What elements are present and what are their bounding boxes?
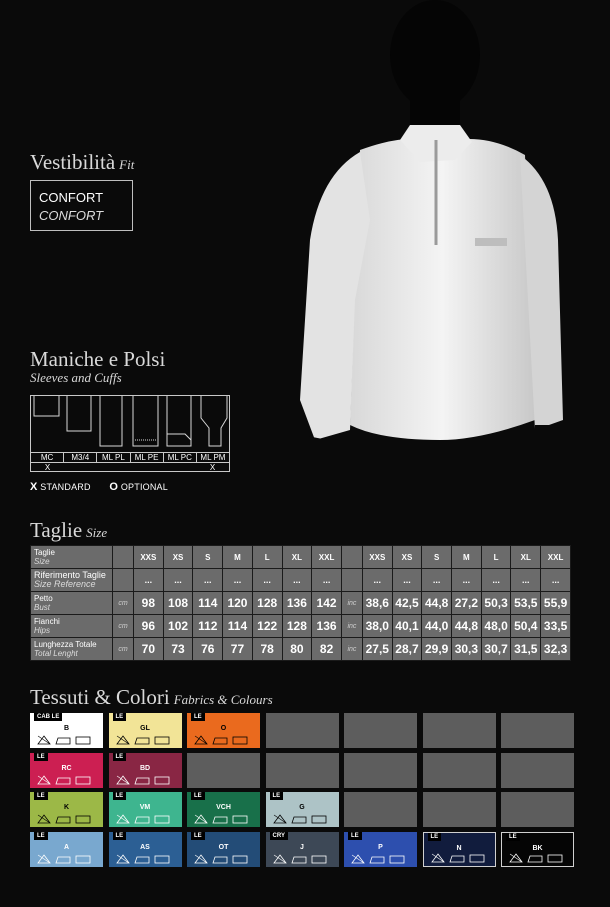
size-unit-cm: cm	[113, 615, 134, 638]
fabric-tag: CAB LE	[34, 713, 62, 721]
size-cell: XXS	[134, 546, 164, 569]
fabric-swatch[interactable]	[30, 753, 103, 788]
care-symbols-icon	[272, 854, 332, 864]
fabric-swatch-empty[interactable]	[344, 713, 417, 748]
size-cell: 142	[312, 592, 342, 615]
fabric-swatch-grid	[30, 713, 571, 867]
sleeve-mark	[64, 463, 97, 473]
fabric-tag: LE	[113, 832, 127, 840]
size-cell: 128	[282, 615, 312, 638]
size-cell: 136	[312, 615, 342, 638]
care-symbols-icon	[430, 853, 490, 863]
sleeve-mark	[130, 463, 163, 473]
size-cell: 136	[282, 592, 312, 615]
fabric-tag: LE	[34, 792, 48, 800]
fabric-code: N	[456, 844, 462, 852]
size-cell: 50,4	[511, 615, 541, 638]
fabric-swatch[interactable]	[30, 792, 103, 827]
size-cell: 48,0	[481, 615, 511, 638]
care-symbols-icon	[36, 735, 96, 745]
size-cell: ...	[481, 569, 511, 592]
size-unit-inch: inc	[341, 592, 362, 615]
fabrics-heading: Tessuti & Colori Fabrics & Colours	[30, 685, 273, 709]
size-cell: 44,8	[452, 615, 482, 638]
size-cell: ...	[163, 569, 193, 592]
care-symbols-icon	[36, 814, 96, 824]
size-row-label: Riferimento Taglie Size Reference	[31, 569, 113, 592]
sleeve-type: MC	[31, 453, 64, 463]
size-cell: 82	[312, 638, 342, 661]
fabric-tag: LE	[348, 832, 362, 840]
fabric-swatch-empty[interactable]	[266, 753, 339, 788]
size-cell: ...	[282, 569, 312, 592]
fabric-swatch[interactable]	[30, 832, 103, 867]
fabric-swatch[interactable]	[109, 792, 182, 827]
size-cell: 40,1	[392, 615, 422, 638]
fabric-swatch-empty[interactable]	[501, 753, 574, 788]
size-cell: 30,3	[452, 638, 482, 661]
size-cell: ...	[362, 569, 392, 592]
fit-value-en: CONFORT	[39, 208, 104, 223]
fabric-swatch[interactable]	[266, 792, 339, 827]
size-cell: 27,2	[452, 592, 482, 615]
fabric-tag: LE	[270, 792, 284, 800]
fabric-code: P	[378, 843, 383, 851]
size-cell: XL	[511, 546, 541, 569]
size-table-row	[31, 615, 571, 638]
care-symbols-icon	[115, 814, 175, 824]
fabric-swatch-empty[interactable]	[423, 753, 496, 788]
size-cell: ...	[252, 569, 282, 592]
size-cell: 28,7	[392, 638, 422, 661]
size-heading: Taglie Size	[30, 518, 108, 542]
fabric-code: AS	[140, 843, 150, 851]
fit-value-box	[30, 180, 133, 231]
size-cell: 122	[252, 615, 282, 638]
fabric-tag: LE	[113, 713, 127, 721]
fabric-code: VCH	[216, 804, 231, 811]
size-cell: 29,9	[422, 638, 452, 661]
size-cell: 30,7	[481, 638, 511, 661]
sleeve-type: ML PM	[200, 453, 226, 462]
size-cell: ...	[511, 569, 541, 592]
size-cell: 108	[163, 592, 193, 615]
size-cell: XXL	[312, 546, 342, 569]
size-cell: 50,3	[481, 592, 511, 615]
size-unit-inch: inc	[341, 615, 362, 638]
fabric-tag: LE	[506, 833, 520, 841]
size-row-label: Fianchi Hips	[31, 615, 113, 638]
size-cell: 112	[193, 615, 223, 638]
size-table-row	[31, 569, 571, 592]
sleeve-types-icons	[31, 396, 229, 452]
size-unit-cm	[113, 546, 134, 569]
fabric-swatch[interactable]	[109, 832, 182, 867]
size-cell: 44,0	[422, 615, 452, 638]
size-table-row	[31, 638, 571, 661]
size-cell: XXL	[541, 546, 571, 569]
fabric-code: A	[63, 843, 70, 851]
care-symbols-icon	[272, 814, 332, 824]
size-table-row	[31, 592, 571, 615]
size-cell: 38,0	[362, 615, 392, 638]
fabric-swatch[interactable]	[187, 832, 260, 867]
size-table-row	[31, 546, 571, 569]
fabric-tag: LE	[428, 833, 442, 841]
fit-heading: Vestibilità Fit	[30, 150, 135, 174]
fabric-swatch[interactable]	[187, 713, 260, 748]
size-cell: XL	[282, 546, 312, 569]
size-cell: 44,8	[422, 592, 452, 615]
size-cell: 80	[282, 638, 312, 661]
size-cell: XS	[163, 546, 193, 569]
size-cell: 32,3	[541, 638, 571, 661]
fabric-tag: LE	[34, 832, 48, 840]
sleeve-type: ML PL	[97, 453, 130, 463]
size-cell: 96	[134, 615, 164, 638]
size-cell: 114	[193, 592, 223, 615]
size-cell: 98	[134, 592, 164, 615]
size-cell: 55,9	[541, 592, 571, 615]
size-row-label: Petto Bust	[31, 592, 113, 615]
shirt-illustration	[280, 0, 610, 500]
size-cell: 33,5	[541, 615, 571, 638]
sleeves-legend: X STANDARD O OPTIONAL	[30, 481, 168, 493]
size-cell: ...	[312, 569, 342, 592]
fabric-tag: CRY	[270, 832, 288, 840]
size-cell: 27,5	[362, 638, 392, 661]
size-unit-inch: inc	[341, 638, 362, 661]
size-cell: 70	[134, 638, 164, 661]
fabric-swatch-empty[interactable]	[501, 792, 574, 827]
fabric-tag: LE	[34, 753, 48, 761]
fabric-swatch[interactable]	[501, 832, 574, 867]
sleeve-mark: X	[209, 463, 216, 472]
size-cell: 78	[252, 638, 282, 661]
fabric-tag: LE	[191, 713, 205, 721]
size-cell: 120	[223, 592, 253, 615]
size-row-label: Lunghezza Totale Total Lenght	[31, 638, 113, 661]
size-unit-inch	[341, 569, 362, 592]
size-cell: ...	[193, 569, 223, 592]
fabric-swatch[interactable]	[266, 832, 339, 867]
fabric-code: K	[63, 804, 70, 811]
sleeve-type: M3/4	[64, 453, 97, 463]
size-cell: 102	[163, 615, 193, 638]
sleeve-availability-marks	[31, 462, 229, 473]
size-cell: ...	[223, 569, 253, 592]
fabric-swatch-empty[interactable]	[344, 792, 417, 827]
size-unit-inch	[341, 546, 362, 569]
care-symbols-icon	[115, 775, 175, 785]
size-cell: L	[481, 546, 511, 569]
fabric-swatch-empty[interactable]	[344, 753, 417, 788]
fabric-swatch[interactable]	[423, 832, 496, 867]
fabric-tag: LE	[191, 792, 205, 800]
size-cell: 114	[223, 615, 253, 638]
care-symbols-icon	[508, 853, 568, 863]
care-symbols-icon	[350, 854, 410, 864]
size-unit-cm: cm	[113, 592, 134, 615]
sleeve-mark: X	[44, 463, 51, 472]
care-symbols-icon	[115, 735, 175, 745]
fabric-swatch-empty[interactable]	[423, 713, 496, 748]
sleeves-heading: Maniche e Polsi Sleeves and Cuffs	[30, 347, 166, 385]
size-cell: XS	[392, 546, 422, 569]
fabric-tag: LE	[113, 753, 127, 761]
size-cell: ...	[134, 569, 164, 592]
fabric-code: GL	[140, 725, 150, 732]
fabric-code: B	[63, 725, 70, 732]
size-cell: 31,5	[511, 638, 541, 661]
size-cell: 77	[223, 638, 253, 661]
fabric-tag: LE	[191, 832, 205, 840]
care-symbols-icon	[115, 854, 175, 864]
size-cell: S	[193, 546, 223, 569]
fabric-swatch[interactable]	[109, 713, 182, 748]
fabric-swatch[interactable]	[30, 713, 103, 748]
fabric-swatch[interactable]	[187, 792, 260, 827]
fabric-code: BK	[532, 844, 543, 852]
size-cell: 76	[193, 638, 223, 661]
fabric-swatch-empty[interactable]	[423, 792, 496, 827]
sleeve-mark	[97, 463, 130, 473]
care-symbols-icon	[36, 854, 96, 864]
care-symbols-icon	[193, 854, 253, 864]
fabric-code: O	[220, 725, 227, 732]
fabric-swatch-empty[interactable]	[501, 713, 574, 748]
size-row-label: Taglie Size	[31, 546, 113, 569]
fabric-code: RC	[61, 764, 72, 772]
size-cell: 42,5	[392, 592, 422, 615]
sleeve-mark	[163, 463, 196, 473]
size-cell: L	[252, 546, 282, 569]
size-table	[30, 545, 571, 661]
fabric-code: G	[299, 804, 305, 811]
fabric-tag: LE	[113, 792, 127, 800]
fabric-swatch[interactable]	[109, 753, 182, 788]
size-unit-cm	[113, 569, 134, 592]
size-cell: ...	[392, 569, 422, 592]
size-cell: XXS	[362, 546, 392, 569]
size-cell: ...	[541, 569, 571, 592]
size-cell: M	[223, 546, 253, 569]
size-unit-cm: cm	[113, 638, 134, 661]
care-symbols-icon	[193, 735, 253, 745]
fabric-code: J	[300, 843, 304, 851]
product-photo	[280, 0, 610, 500]
fabric-code: BD	[139, 764, 151, 772]
sleeve-type: ML PC	[164, 453, 197, 463]
fabric-code: OT	[218, 843, 229, 851]
size-cell: 53,5	[511, 592, 541, 615]
care-symbols-icon	[193, 814, 253, 824]
sleeves-chart	[30, 395, 230, 472]
fabric-code: VM	[139, 804, 151, 811]
size-cell: S	[422, 546, 452, 569]
fabric-swatch[interactable]	[344, 832, 417, 867]
fabric-swatch-empty[interactable]	[266, 713, 339, 748]
size-cell: ...	[422, 569, 452, 592]
fit-value: CONFORT	[39, 190, 104, 205]
sleeve-type: ML PE	[131, 453, 164, 463]
size-cell: 38,6	[362, 592, 392, 615]
size-cell: ...	[452, 569, 482, 592]
fabric-swatch-empty[interactable]	[187, 753, 260, 788]
size-cell: 128	[252, 592, 282, 615]
size-cell: 73	[163, 638, 193, 661]
care-symbols-icon	[36, 775, 96, 785]
size-cell: M	[452, 546, 482, 569]
